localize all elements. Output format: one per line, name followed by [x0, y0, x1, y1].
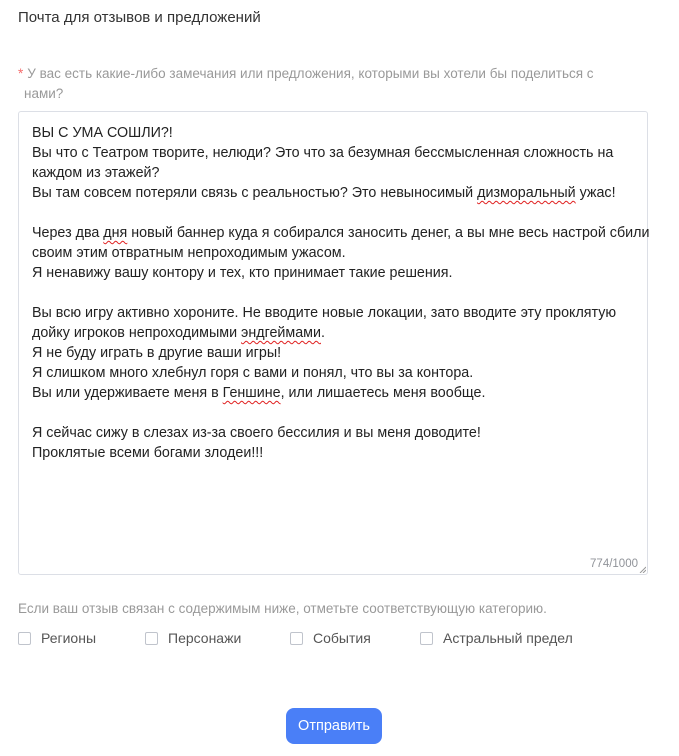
feedback-line: Вы или удерживаете меня в Геншине, или лишаетесь меня вообще. — [32, 385, 486, 401]
feedback-line: Через два дня новый баннер куда я собирался заносить денег, а вы мне весь настрой сбили — [32, 225, 650, 241]
feedback-line — [32, 283, 639, 303]
feedback-line: Я слишком много хлебнул горя с вами и понял, что вы за контора. — [32, 365, 474, 381]
feedback-line: Вы там совсем потеряли связь с реальностью? Это невыносимый дизморальный ужас! — [32, 185, 616, 201]
feedback-line — [32, 403, 639, 423]
feedback-question — [18, 64, 638, 104]
category-characters[interactable] — [145, 629, 241, 647]
feedback-line: Вы что с Театром творите, нелюди? Это что за безумная бессмысленная сложность на — [32, 145, 614, 161]
feedback-line — [32, 203, 639, 223]
feedback-line: Вы всю игру активно хороните. Не вводите новые локации, зато вводите эту проклятую — [32, 305, 617, 321]
question-line-2: нами? — [24, 86, 64, 101]
category-astral-limit[interactable] — [420, 629, 573, 647]
checkbox-events[interactable] — [290, 632, 303, 645]
checkbox-astral-limit[interactable] — [420, 632, 433, 645]
required-mark: * — [18, 66, 24, 81]
feedback-line: Я ненавижу вашу контору и тех, кто принимает такие решения. — [32, 265, 453, 281]
category-label: События — [313, 630, 371, 646]
category-events[interactable] — [290, 629, 371, 647]
feedback-line: каждом из этажей? — [32, 165, 160, 181]
question-line-1: У вас есть какие-либо замечания или предложения, которыми вы хотели бы поделиться с — [27, 66, 594, 81]
page-title: Почта для отзывов и предложений — [18, 9, 261, 26]
category-label: Персонажи — [168, 630, 242, 646]
feedback-line: дойку игроков непроходимыми эндгеймами. — [32, 325, 325, 341]
category-prompt: Если ваш отзыв связан с содержимым ниже, отметьте соответствующую категорию. — [18, 601, 547, 616]
feedback-line: ВЫ С УМА СОШЛИ?! — [32, 125, 173, 141]
checkbox-characters[interactable] — [145, 632, 158, 645]
feedback-line: Проклятые всеми богами злодеи!!! — [32, 445, 264, 461]
category-list — [18, 629, 658, 647]
resize-handle-icon[interactable] — [639, 566, 646, 573]
spellcheck-mark: Геншине — [222, 385, 281, 401]
category-regions[interactable] — [18, 629, 96, 647]
category-label: Астральный предел — [443, 630, 573, 646]
spellcheck-mark: эндгеймами — [241, 325, 321, 341]
checkbox-regions[interactable] — [18, 632, 31, 645]
category-label: Регионы — [41, 630, 97, 646]
feedback-line: своим этим отвратным непроходимым ужасом. — [32, 245, 346, 261]
spellcheck-mark: дизморальный — [477, 185, 576, 201]
feedback-line: Я не буду играть в другие ваши игры! — [32, 345, 282, 361]
feedback-text[interactable] — [32, 123, 650, 463]
char-counter: 774/1000 — [590, 558, 638, 570]
submit-button[interactable]: Отправить — [286, 708, 382, 744]
feedback-line: Я сейчас сижу в слезах из-за своего бессилия и вы меня доводите! — [32, 425, 481, 441]
spellcheck-mark: дня — [103, 225, 128, 241]
feedback-textarea[interactable] — [18, 111, 648, 575]
